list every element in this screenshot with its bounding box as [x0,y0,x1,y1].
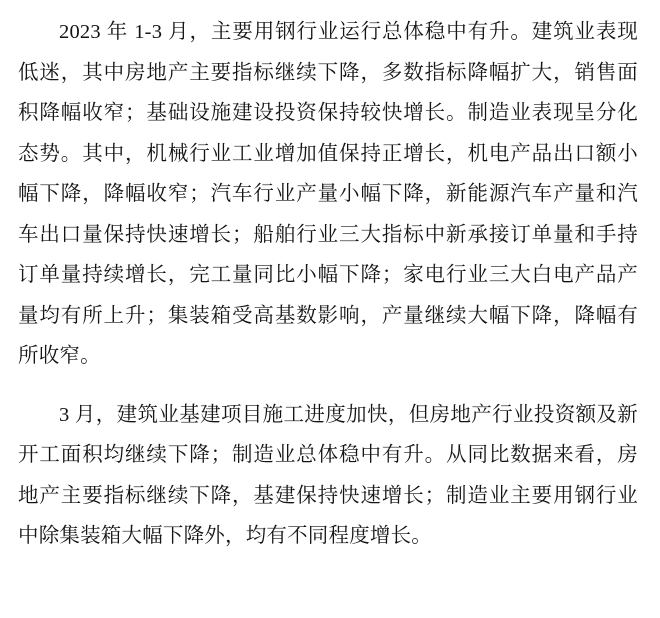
paragraph-2: 3 月，建筑业基建项目施工进度加快，但房地产行业投资额及新开工面积均继续下降；制造业总体稳中有升。从同比数据来看，房地产主要指标继续下降，基建保持快速增长；制造业主要用钢行业中除集装箱大幅下降外，均有不同程度增长。 [18,403,638,547]
paragraph-1: 2023 年 1-3 月，主要用钢行业运行总体稳中有升。建筑业表现低迷，其中房地产主要指标继续下降，多数指标降幅扩大，销售面积降幅收窄；基础设施建设投资保持较快增长。制造业表现呈分化态势。其中，机械行业工业增加值保持正增长，机电产品出口额小幅下降，降幅收窄；汽车行业产量小幅下降，新能源汽车产量和汽车出口量保持快速增长；船舶行业三大指标中新承接订单量和手持订单量持续增长，完工量同比小幅下降；家电行业三大白电产品产量均有所上升；集装箱受高基数影响，产量继续大幅下降，降幅有所收窄。 [18,21,638,367]
